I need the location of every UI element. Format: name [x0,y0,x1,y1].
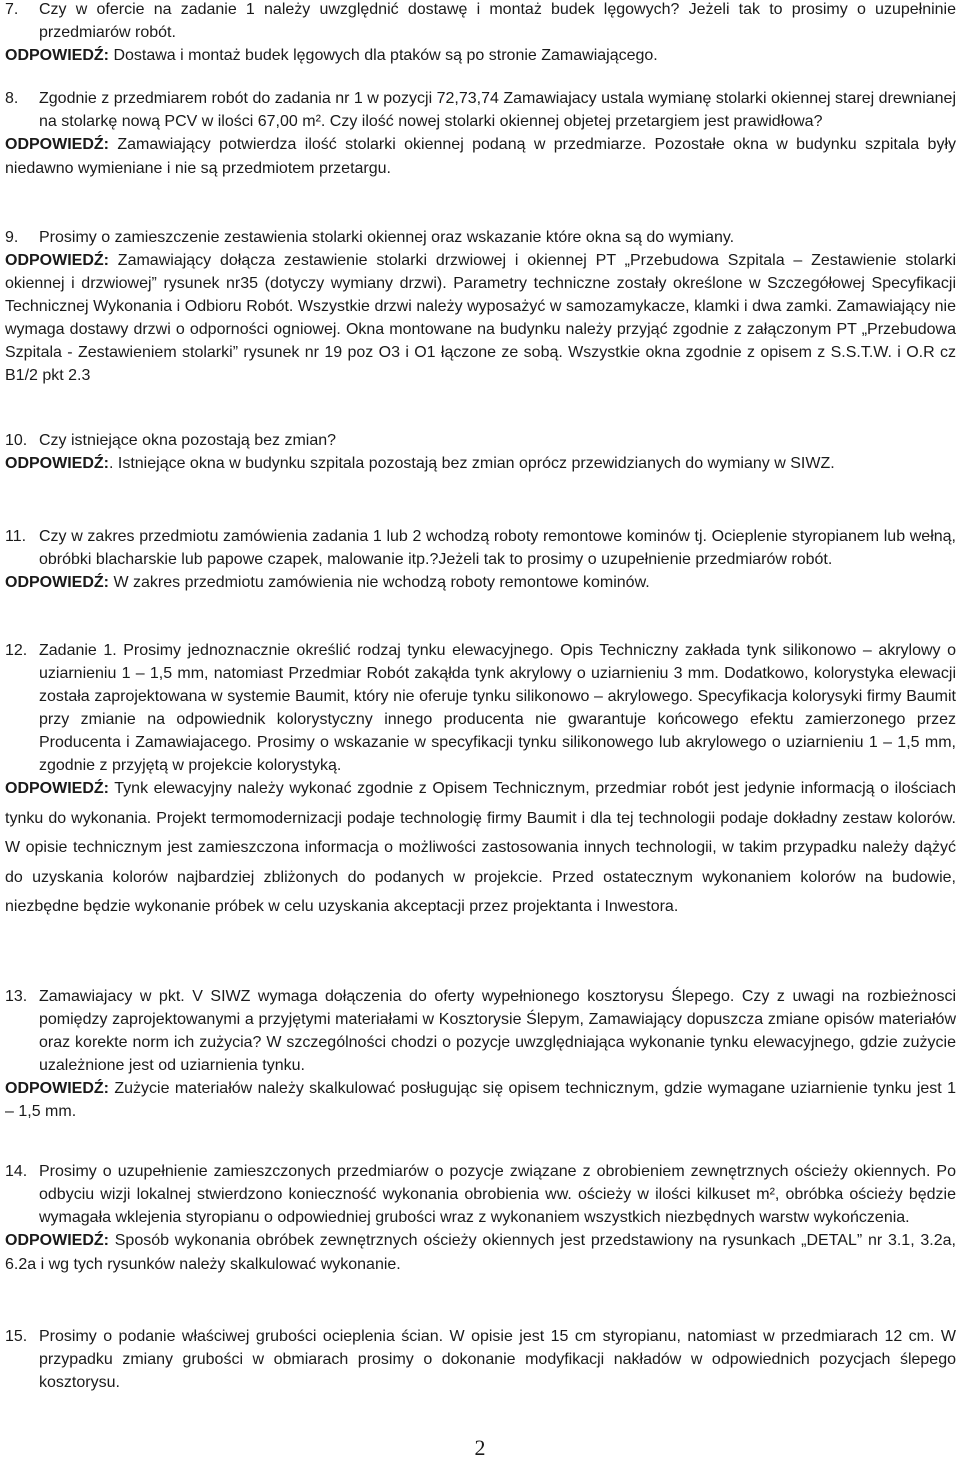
answer-label: ODPOWIEDŹ: [5,780,109,797]
answer-paragraph [0,133,960,181]
item-number: 8. [5,90,19,107]
answer-text: Tynk elewacyjny należy wykonać zgodnie z Opisem Technicznym, przedmiar robót jest jedynie informacją o ilościach tynku do wykonania. Projekt termomodernizacji podaje technologię firmy Baumit i dla tej technologii podaje dokładny zestaw kolorów. W opisie technicznym jest zamieszczona informacja o możliwości zastosowania innych technologii, w takim przypadku należy dążyć do uzyskania kolorów najbardziej zbliżonych do podanych w projekcie. Przed ostatecznym wykonaniem kolorów na budowie, niezbędne będzie wykonanie próbek w celu uzyskania akceptacji przez projektanta i Inwestora. [5,780,956,915]
answer-label: ODPOWIEDŹ: [5,455,109,472]
answer-text: Zamawiający potwierdza ilość stolarki okiennej podaną w przedmiarze. Pozostałe okna w budynku szpitala były niedawno wymieniane i nie są przedmiotem przetargu. [5,136,956,177]
answer-paragraph [0,1077,960,1123]
answer-text: W zakres przedmiotu zamówienia nie wchodzą roboty remontowe kominów. [109,574,650,591]
answer-label: ODPOWIEDŹ: [5,574,109,591]
qa-item-14 [0,1160,960,1277]
answer-label: ODPOWIEDŹ: [5,136,109,153]
answer-label: ODPOWIEDŹ: [5,1232,109,1249]
answer-paragraph [0,44,960,67]
item-number: 13. [5,988,28,1005]
item-number: 15. [5,1328,28,1345]
qa-item-9 [0,226,960,387]
item-number: 7. [5,1,19,18]
answer-text: Zamawiający dołącza zestawienie stolarki drzwiowej i okiennej PT „Przebudowa Szpitala – Zestawienie stolarki okiennej i drzwiowej” rysunek nr35 (dotyczy wymiany drzwi). Parametry techniczne zostały określone w Szczegółowej Specyfikacji Technicznej Wykonania i Odbioru Robót. Wszystkie drzwi należy wyposażyć w samozamykacze, klamki i dwa zamki. Zamawiający nie wymaga dostawy drzwi o odporności ogniowej. Okna montowane na budynku należy przyjąć zgodnie z załączonym PT „Przebudowa Szpitala - Zestawieniem stolarki” rysunek nr 19 poz O3 i O1 łączone ze sobą. Wszystkie okna zgodnie z opisem z S.S.T.W. i O.R cz B1/2 pkt 2.3 [5,252,956,384]
qa-item-13 [0,985,960,1123]
answer-paragraph [0,1229,960,1277]
item-number: 10. [5,432,28,449]
question-text: Czy w ofercie na zadanie 1 należy uwzględnić dostawę i montaż budek lęgowych? Jeżeli tak to prosimy o uzupełninie przedmiarów robót. [39,1,956,41]
answer-text: . Istniejące okna w budynku szpitala pozostają bez zmian oprócz przewidzianych do wymiany w SIWZ. [109,455,835,472]
qa-item-11 [0,525,960,594]
qa-item-7 [0,0,960,67]
question-text: Prosimy o uzupełnienie zamieszczonych przedmiarów o pozycje związane z obrobieniem zewnętrznych ościeży okiennych. Po odbyciu wizji lokalnej stwierdzono konieczność wykonania obrobienia ww. ościeży w ilości kilkuset m², obróbka ościeży będzie wymagała wklejenia styropianu o odpowiedniej grubości wraz z wykonaniem wszystkich niezbędnych warstw wykończenia. [39,1163,956,1226]
answer-paragraph [0,571,960,594]
qa-item-8 [0,87,960,181]
question-text: Zadanie 1. Prosimy jednoznacznie określić rodzaj tynku elewacyjnego. Opis Techniczny zakłada tynk silikonowo – akrylowy o uziarnieniu 1 – 1,5 mm, natomiast Przedmiar Robót zakąłda tynk akrylowy o uziarnieniu 3 mm. Dodatkowo, kolorystyka elewacji została zaprojektowana w systemie Baumit, który nie oferuje tynku silikonowo – akrylowego. Specyfikacja kolorysyki firmy Baumit przy zmianie na odpowiednik kolorystyczny innego producenta nie gwarantuje końcowego efektu zamierzonego przez Producenta i Zamawiajacego. Prosimy o wskazanie w specyfikacji tynku silikonowego lub akrylowego o uziarnieniu 1 – 1,5 mm, zgodnie z przyjętą w projekcie kolorystyką. [39,642,956,774]
answer-label: ODPOWIEDŹ: [5,47,109,64]
qa-item-15 [0,1325,960,1394]
answer-paragraph [0,774,960,922]
question-text: Czy istniejące okna pozostają bez zmian? [39,432,337,449]
answer-text: Dostawa i montaż budek lęgowych dla ptaków są po stronie Zamawiającego. [109,47,658,64]
item-number: 14. [5,1163,28,1180]
item-number: 11. [5,528,27,545]
answer-text: Sposób wykonania obróbek zewnętrznych ościeży okiennych jest przedstawiony na rysunkach „DETAL” nr 3.1, 3.2a, 6.2a i wg tych rysunków należy skalkulować wykonanie. [5,1232,956,1273]
page-number: 2 [474,1435,486,1460]
item-number: 9. [5,229,19,246]
question-text: Prosimy o zamieszczenie zestawienia stolarki okiennej oraz wskazanie które okna są do wymiany. [39,229,735,246]
answer-paragraph [0,452,960,475]
answer-paragraph [0,249,960,387]
question-text: Prosimy o podanie właściwej grubości ocieplenia ścian. W opisie jest 15 cm styropianu, natomiast w przedmiarach 12 cm. W przypadku zmiany grubości w obmiarach prosimy o dokonanie modyfikacji nakładów w odpowiednich pozycjach ślepego kosztorysu. [39,1328,956,1391]
answer-text: Zużycie materiałów należy skalkulować posługując się opisem technicznym, gdzie wymagane uziarnienie tynku jest 1 – 1,5 mm. [5,1080,956,1120]
qa-item-10 [0,429,960,475]
question-text: Zgodnie z przedmiarem robót do zadania nr 1 w pozycji 72,73,74 Zamawiajacy ustala wymianę stolarki okiennej starej drewnianej na stolarkę nową PCV w ilości 67,00 m². Czy ilość nowej stolarki okiennej objetej przetargiem jest prawidłowa? [39,90,956,130]
item-number: 12. [5,642,28,659]
question-text: Czy w zakres przedmiotu zamówienia zadania 1 lub 2 wchodzą roboty remontowe kominów tj. Ocieplenie styropianem lub wełną, obróbki blacharskie lub papowe czapek, malowanie itp.?Jeżeli tak to prosimy o uzupełnienie przedmiarów robót. [39,528,956,568]
question-text: Zamawiajacy w pkt. V SIWZ wymaga dołączenia do oferty wypełnionego kosztorysu Ślepego. Czy z uwagi na rozbieżnosci pomiędzy zaprojektowanymi a przyjętymi materiałami w Kosztorysie Ślepym, Zamawiający dopuszcza zmiane opisów materiałów oraz korekte norm ich zużycia? W szczególności chodzi o pozycje uwzględniająca wykonanie tynku elewacyjnego, gdzie zużycie uzależnione jest od uziarnienia tynku. [39,988,956,1074]
answer-label: ODPOWIEDŹ: [5,252,109,269]
answer-label: ODPOWIEDŹ: [5,1080,109,1097]
qa-item-12 [0,639,960,922]
